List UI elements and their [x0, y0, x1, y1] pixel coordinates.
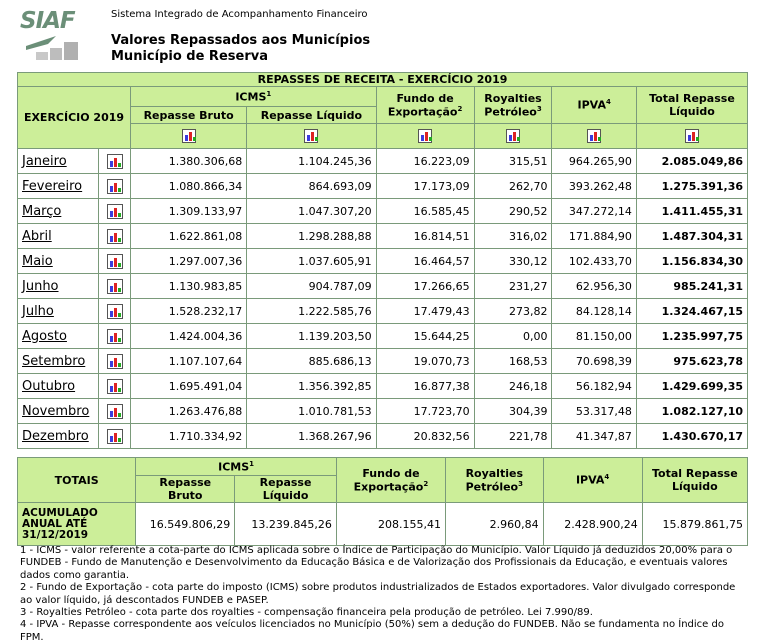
- repasse-bruto-value: 1.380.306,68: [131, 149, 247, 174]
- table-row: [18, 374, 748, 399]
- repasse-bruto-value: 1.710.334,92: [131, 424, 247, 449]
- bar-chart-icon[interactable]: [107, 179, 123, 194]
- repasse-liquido-value: 1.104.245,36: [247, 149, 376, 174]
- fundo-value: 15.644,25: [376, 324, 474, 349]
- repasse-bruto-header: Repasse Bruto: [131, 107, 247, 124]
- page-header: [0, 0, 757, 72]
- ipva-value: 53.317,48: [552, 399, 636, 424]
- table-row: [18, 199, 748, 224]
- accumulated-label: ACUMULADO ANUAL ATÉ 31/12/2019: [18, 503, 136, 546]
- royalties-value: 231,27: [474, 274, 552, 299]
- total-value: 1.275.391,36: [636, 174, 747, 199]
- total-value: 1.082.127,10: [636, 399, 747, 424]
- royalties-value: 246,18: [474, 374, 552, 399]
- exercise-header: EXERCÍCIO 2019: [18, 87, 131, 149]
- total-value: 985.241,31: [636, 274, 747, 299]
- repasse-liquido-value: 904.787,09: [247, 274, 376, 299]
- month-link[interactable]: Abril: [22, 228, 52, 244]
- repasse-liquido-value: 1.356.392,85: [247, 374, 376, 399]
- table-caption: REPASSES DE RECEITA - EXERCÍCIO 2019: [18, 73, 748, 87]
- table-row: [18, 349, 748, 374]
- total-value: 1.430.670,17: [636, 424, 747, 449]
- ipva-value: 102.433,70: [552, 249, 636, 274]
- total-value: 1.324.467,15: [636, 299, 747, 324]
- footnote-3: 3 - Royalties Petróleo - cota parte dos royalties - compensação financeira pela produção de petróleo. Lei 7.990/89.: [20, 607, 593, 619]
- month-link: [18, 224, 99, 249]
- repasse-liquido-value: 1.010.781,53: [247, 399, 376, 424]
- icms-header: ICMS$^1$: [131, 87, 377, 107]
- table-row: [18, 424, 748, 449]
- total-fundo: 208.155,41: [336, 503, 445, 546]
- fundo-value: 16.814,51: [376, 224, 474, 249]
- total-value: 1.156.834,30: [636, 249, 747, 274]
- month-link[interactable]: Novembro: [22, 403, 90, 419]
- totals-bruto-header: Repasse Bruto: [136, 476, 235, 503]
- repasse-bruto-value: 1.130.983,85: [131, 274, 247, 299]
- total-ipva: 2.428.900,24: [543, 503, 642, 546]
- month-link[interactable]: Fevereiro: [22, 178, 83, 194]
- bar-chart-icon[interactable]: [182, 129, 196, 143]
- royalties-value: 0,00: [474, 324, 552, 349]
- ipva-value: 81.150,00: [552, 324, 636, 349]
- repasse-bruto-value: 1.080.866,34: [131, 174, 247, 199]
- month-chart-link[interactable]: [99, 349, 131, 374]
- total-header: Total Repasse Líquido: [636, 87, 747, 124]
- chart-link-liquido[interactable]: [247, 124, 376, 149]
- table-row: [18, 224, 748, 249]
- totals-total-header: Total Repasse Líquido: [642, 458, 747, 503]
- fundo-header: Fundo de Exportação$^2$: [376, 87, 474, 124]
- royalties-value: 290,52: [474, 199, 552, 224]
- month-chart-link[interactable]: [99, 174, 131, 199]
- fundo-value: 16.464,57: [376, 249, 474, 274]
- chart-link-total[interactable]: [636, 124, 747, 149]
- footnote-4: 4 - IPVA - Repasse correspondente aos veículos licenciados no Município (50%) sem a dedução do FUNDEB. Não se fundamenta no Índice do FPM.: [20, 619, 724, 643]
- month-link[interactable]: Maio: [22, 253, 53, 269]
- royalties-value: 262,70: [474, 174, 552, 199]
- page-title: Valores Repassados aos Municípios: [111, 33, 371, 48]
- month-link: [18, 274, 99, 299]
- totals-ipva-header: IPVA$^4$: [543, 458, 642, 503]
- totals-fundo-header: Fundo de Exportação$^2$: [336, 458, 445, 503]
- ipva-value: 393.262,48: [552, 174, 636, 199]
- month-chart-link[interactable]: [99, 149, 131, 174]
- royalties-value: 330,12: [474, 249, 552, 274]
- bar-chart-icon[interactable]: [107, 229, 123, 244]
- bar-chart-icon[interactable]: [107, 379, 123, 394]
- ipva-value: 56.182,94: [552, 374, 636, 399]
- total-value: 1.235.997,75: [636, 324, 747, 349]
- total-liquido-geral: 15.879.861,75: [642, 503, 747, 546]
- total-royalties: 2.960,84: [446, 503, 544, 546]
- month-chart-link[interactable]: [99, 374, 131, 399]
- bar-chart-icon[interactable]: [107, 404, 123, 419]
- ipva-value: 84.128,14: [552, 299, 636, 324]
- repasse-liquido-value: 1.298.288,88: [247, 224, 376, 249]
- month-link: [18, 299, 99, 324]
- month-chart-link[interactable]: [99, 199, 131, 224]
- chart-link-bruto[interactable]: [131, 124, 247, 149]
- total-liquido: 13.239.845,26: [235, 503, 337, 546]
- repasse-liquido-value: 885.686,13: [247, 349, 376, 374]
- bar-chart-icon[interactable]: [107, 304, 123, 319]
- month-chart-link[interactable]: [99, 399, 131, 424]
- month-chart-link[interactable]: [99, 224, 131, 249]
- royalties-header: Royalties Petróleo$^3$: [474, 87, 552, 124]
- month-link[interactable]: Junho: [22, 278, 59, 294]
- repasse-bruto-value: 1.528.232,17: [131, 299, 247, 324]
- month-link: [18, 199, 99, 224]
- total-value: 2.085.049,86: [636, 149, 747, 174]
- fundo-value: 19.070,73: [376, 349, 474, 374]
- fundo-value: 16.585,45: [376, 199, 474, 224]
- total-value: 1.487.304,31: [636, 224, 747, 249]
- royalties-value: 221,78: [474, 424, 552, 449]
- repasse-bruto-value: 1.622.861,08: [131, 224, 247, 249]
- logo-bars-icon: [26, 36, 86, 62]
- revenue-table: [17, 72, 748, 449]
- bar-chart-icon[interactable]: [107, 254, 123, 269]
- repasse-bruto-value: 1.107.107,64: [131, 349, 247, 374]
- fundo-value: 20.832,56: [376, 424, 474, 449]
- repasse-bruto-value: 1.309.133,97: [131, 199, 247, 224]
- bar-chart-icon[interactable]: [107, 279, 123, 294]
- total-value: 975.623,78: [636, 349, 747, 374]
- bar-chart-icon[interactable]: [685, 129, 699, 143]
- table-row: [18, 174, 748, 199]
- repasse-bruto-value: 1.695.491,04: [131, 374, 247, 399]
- ipva-value: 70.698,39: [552, 349, 636, 374]
- table-row: [18, 249, 748, 274]
- footnote-2: 2 - Fundo de Exportação - cota parte do imposto (ICMS) sobre produtos industrializados de Estados exportadores. Valor divulgado corresponde ao valor líquido, já descontados FUNDEB e PASEP.: [20, 582, 736, 606]
- bar-chart-icon[interactable]: [506, 129, 520, 143]
- total-value: 1.429.699,35: [636, 374, 747, 399]
- ipva-value: 964.265,90: [552, 149, 636, 174]
- table-row: [18, 399, 748, 424]
- bar-chart-icon[interactable]: [107, 204, 123, 219]
- total-bruto: 16.549.806,29: [136, 503, 235, 546]
- royalties-value: 315,51: [474, 149, 552, 174]
- siaf-logo: [20, 8, 90, 60]
- system-subtitle: Sistema Integrado de Acompanhamento Financeiro: [111, 9, 368, 20]
- month-chart-link[interactable]: [99, 249, 131, 274]
- month-link: [18, 399, 99, 424]
- royalties-value: 304,39: [474, 399, 552, 424]
- ipva-value: 347.272,14: [552, 199, 636, 224]
- totals-liquido-header: Repasse Líquido: [235, 476, 337, 503]
- footnote-1: 1 - ICMS - valor referente a cota-parte do ICMS aplicada sobre o Índice de Participação do Município. Valor Líquido já deduzidos 20,00% para o FUNDEB - Fundo de Manutenção e Desenvolvimento da Educação Básica e de Valorização dos Profissionais da Educação, e eventuais valores dados como garantia.: [20, 545, 733, 581]
- chart-link-fundo[interactable]: [376, 124, 474, 149]
- ipva-value: 62.956,30: [552, 274, 636, 299]
- repasse-bruto-value: 1.424.004,36: [131, 324, 247, 349]
- month-link: [18, 149, 99, 174]
- month-link[interactable]: Dezembro: [22, 428, 89, 444]
- month-link: [18, 174, 99, 199]
- month-chart-link[interactable]: [99, 299, 131, 324]
- fundo-value: 17.723,70: [376, 399, 474, 424]
- repasse-liquido-value: 1.047.307,20: [247, 199, 376, 224]
- month-chart-link[interactable]: [99, 324, 131, 349]
- footnotes: [20, 545, 745, 644]
- table-row: [18, 299, 748, 324]
- ipva-header: IPVA$^4$: [552, 87, 636, 124]
- month-link[interactable]: Julho: [22, 303, 54, 319]
- ipva-value: 171.884,90: [552, 224, 636, 249]
- royalties-value: 316,02: [474, 224, 552, 249]
- fundo-value: 17.479,43: [376, 299, 474, 324]
- month-link[interactable]: Outubro: [22, 378, 76, 394]
- bar-chart-icon[interactable]: [304, 129, 318, 143]
- repasse-bruto-value: 1.263.476,88: [131, 399, 247, 424]
- month-link[interactable]: Agosto: [22, 328, 67, 344]
- municipality-title: Município de Reserva: [111, 49, 268, 64]
- chart-link-ipva[interactable]: [552, 124, 636, 149]
- bar-chart-icon[interactable]: [107, 429, 123, 444]
- fundo-value: 16.877,38: [376, 374, 474, 399]
- repasse-liquido-value: 864.693,09: [247, 174, 376, 199]
- bar-chart-icon[interactable]: [107, 154, 123, 169]
- fundo-value: 17.266,65: [376, 274, 474, 299]
- repasse-liquido-value: 1.037.605,91: [247, 249, 376, 274]
- month-link: [18, 249, 99, 274]
- ipva-value: 41.347,87: [552, 424, 636, 449]
- month-link: [18, 374, 99, 399]
- table-row: [18, 149, 748, 174]
- month-link: [18, 349, 99, 374]
- total-value: 1.411.455,31: [636, 199, 747, 224]
- repasse-liquido-header: Repasse Líquido: [247, 107, 376, 124]
- bar-chart-icon[interactable]: [107, 329, 123, 344]
- totals-table: [17, 457, 748, 546]
- bar-chart-icon[interactable]: [587, 129, 601, 143]
- bar-chart-icon[interactable]: [107, 354, 123, 369]
- repasse-liquido-value: 1.222.585,76: [247, 299, 376, 324]
- repasse-liquido-value: 1.139.203,50: [247, 324, 376, 349]
- table-row: [18, 274, 748, 299]
- royalties-value: 168,53: [474, 349, 552, 374]
- fundo-value: 16.223,09: [376, 149, 474, 174]
- bar-chart-icon[interactable]: [418, 129, 432, 143]
- totals-label: TOTAIS: [18, 458, 136, 503]
- repasse-bruto-value: 1.297.007,36: [131, 249, 247, 274]
- month-chart-link[interactable]: [99, 274, 131, 299]
- totals-royalties-header: Royalties Petróleo$^3$: [446, 458, 544, 503]
- logo-text: SIAF: [20, 8, 75, 34]
- totals-icms-header: ICMS$^1$: [136, 458, 337, 476]
- month-link[interactable]: Setembro: [22, 353, 86, 369]
- month-link: [18, 324, 99, 349]
- month-link[interactable]: Março: [22, 203, 62, 219]
- table-row: [18, 324, 748, 349]
- month-link[interactable]: Janeiro: [22, 153, 67, 169]
- royalties-value: 273,82: [474, 299, 552, 324]
- month-chart-link[interactable]: [99, 424, 131, 449]
- fundo-value: 17.173,09: [376, 174, 474, 199]
- chart-link-royalties[interactable]: [474, 124, 552, 149]
- month-link: [18, 424, 99, 449]
- repasse-liquido-value: 1.368.267,96: [247, 424, 376, 449]
- month-rows: [18, 149, 748, 449]
